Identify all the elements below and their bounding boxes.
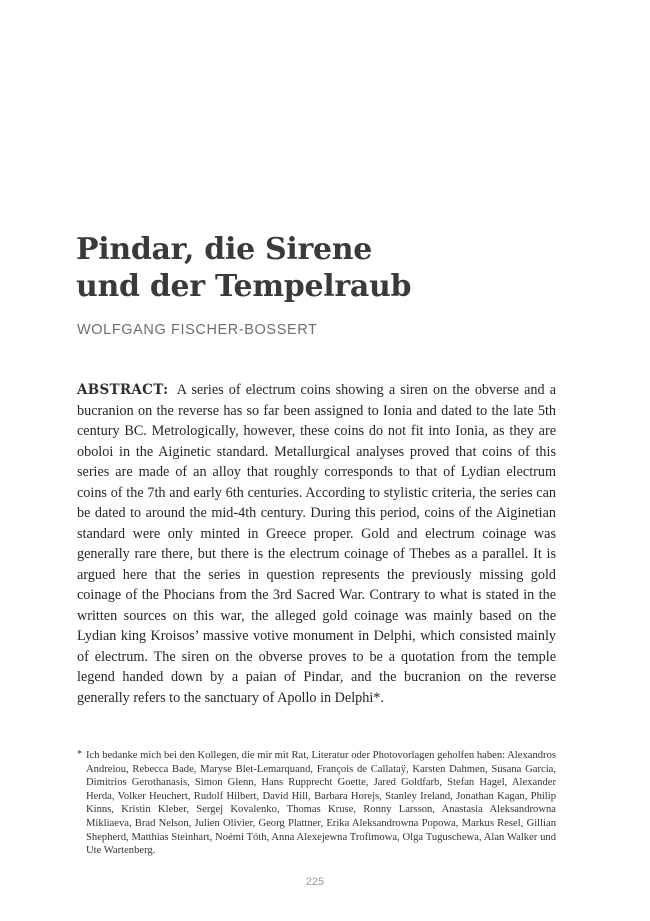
footnote-text: Ich bedanke mich bei den Kollegen, die mir mit Rat, Literatur oder Photovorlagen geholfen haben: Alexandros Andreiou, Rebecca Bade, Maryse Blet-Lemarquand, François de Callataÿ, Karsten Dahmen, Susana Garcia, Dimitrios Gerothanasis, Simon Glenn, Hans Rupprecht Goette, Jared Goldfarb, Stefan Hagel, Alexander Herda, Volker Heuchert, Rudolf Hilbert, David Hill, Barbara Horejs, Stanley Ireland, Jonathan Kagan, Philip Kinns, Kristin Kleber, Sergej Kovalenko, Thomas Kruse, Ronny Larsson, Anastasia Aleksandrowna Mikliaeva, Brad Nelson, Julien Olivier, Georg Plattner, Erika Aleksandrowna Popowa, Markus Resel, Gillian Shepherd, Matthias Steinhart, Noémi Tóth, Anna Alexejewna Trofimowa, Olga Tuguschewa, Alan Walker und Ute Wartenberg.	[86, 750, 556, 857]
footnote-marker: *	[77, 749, 82, 760]
abstract-paragraph	[77, 380, 556, 708]
article-title-line-2: und der Tempelraub	[76, 269, 412, 304]
article-title-line-1: Pindar, die Sirene	[76, 232, 373, 267]
footnote	[77, 749, 556, 858]
page-number: 225	[305, 876, 325, 888]
abstract-label: ABSTRACT:	[77, 382, 169, 398]
abstract-text: A series of electrum coins showing a siren on the obverse and a bucranion on the reverse has so far been assigned to Ionia and dated to the late 5th century BC. Metrologically, however, these coins do not fit into Ionia, as they are oboloi in the Aiginetic standard. Metallurgical analyses proved that coins of this series are made of an alloy that roughly corresponds to that of Lydian electrum coins of the 7th and early 6th centuries. According to stylistic criteria, the series can be dated to around the mid-4th century. During this period, coins of the Aiginetian standard were only minted in Greece proper. Gold and electrum coinage was generally rare there, but there is the electrum coinage of Thebes as a parallel. It is argued here that the series in question represents the previously missing gold coinage of the Phocians from the 3rd Sacred War. Contrary to what is stated in the written sources on this war, the alleged gold coinage was mainly based on the Lydian king Kroisos’ massive votive monument in Delphi, which consisted mainly of electrum. The siren on the obverse proves to be a quotation from the temple legend handed down by a paian of Pindar, and the bucranion on the reverse generally refers to the sanctuary of Apollo in Delphi*.	[77, 382, 557, 706]
article-title	[76, 231, 576, 305]
author-name: WOLFGANG FISCHER-BOSSERT	[77, 322, 318, 338]
